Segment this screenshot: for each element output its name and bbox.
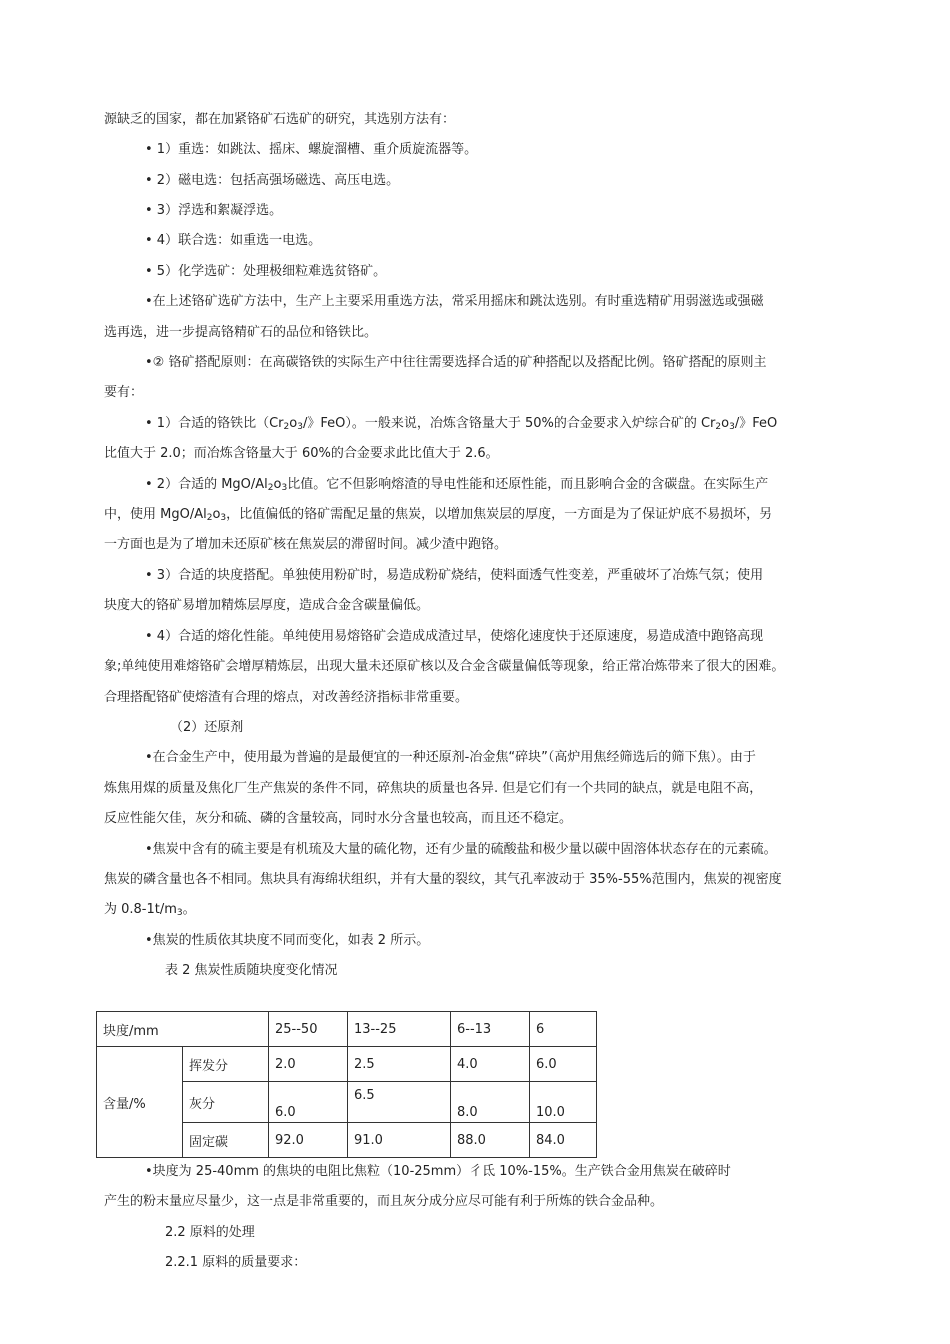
table-cell: 6.0 <box>269 1082 348 1123</box>
table-cell: 92.0 <box>269 1123 348 1158</box>
table-cell: 4.0 <box>451 1047 530 1082</box>
list-item-mgo-al2o3: • 2）合适的 MgO/$Al_2o_3$比值。它不但影响熔渣的导电性能和还原性能，而且影响合金的含碳盘。在实际生产 <box>145 477 769 493</box>
list-item-lump-size: • 3）合适的块度搭配。单独使用粉矿时，易造成粉矿烧结，使料面透气性变差，严重破坏了冶炼气氛；使用 <box>145 568 764 583</box>
table-cell: 8.0 <box>451 1082 530 1123</box>
list-item-melting-cont2: 合理搭配铬矿使熔渣有合理的熔点，对改善经济指标非常重要。 <box>104 690 469 705</box>
paragraph-blending-principle: •② 铬矿搭配原则：在高碳铬铁的实际生产中往往需要选择合适的矿种搭配以及搭配比例。铬矿搭配的原则主 <box>145 355 767 370</box>
table-header-cell: 13--25 <box>348 1012 451 1047</box>
table-row-label: 挥发分 <box>183 1047 269 1082</box>
section-heading-reductant: （2）还原剂 <box>170 720 244 735</box>
paragraph-reductant-cont2: 反应性能欠佳，灰分和硫、磷的含量较高，同时水分含量也较高，而且还不稳定。 <box>104 811 573 826</box>
paragraph-gravity-method: •在上述铬矿选矿方法中，生产上主要采用重选方法，常采用摇床和跳汰选别。有时重选精矿用弱滋选或强磁 <box>145 294 764 309</box>
table-row <box>97 1047 597 1082</box>
list-item-chemical: • 5）化学选矿：处理极细粒难选贫铬矿。 <box>145 264 387 279</box>
list-item-mgo-al2o3-cont2: 一方面也是为了增加未还原矿核在焦炭层的滞留时间。减少渣中跑铬。 <box>104 537 508 552</box>
table-row-label: 固定碳 <box>183 1123 269 1158</box>
table-caption: 表 2 焦炭性质随块度变化情况 <box>165 963 338 978</box>
paragraph-gravity-method-cont: 选再选，进一步提高铬精矿石的品位和铬铁比。 <box>104 325 378 340</box>
list-item-melting: • 4）合适的熔化性能。单纯使用易熔铬矿会造成成渣过早，使熔化速度快于还原速度，易造成渣中跑铬高现 <box>145 629 764 644</box>
table-cell: 10.0 <box>530 1082 597 1123</box>
list-item-cr-fe-ratio-cont: 比值大于 2.0；而冶炼含铬量大于 60%的合金要求此比值大于 2.6。 <box>104 446 499 461</box>
paragraph-ore-dressing-intro: 源缺乏的国家，都在加紧铬矿石选矿的研究，其选别方法有： <box>104 112 456 127</box>
list-item-magnetic: • 2）磁电选：包括高强场磁选、高压电选。 <box>145 173 400 188</box>
list-item-lump-size-cont: 块度大的铬矿易增加精炼层厚度，造成合金含碳量偏低。 <box>104 598 430 613</box>
paragraph-coke-properties: •焦炭的性质依其块度不同而变化，如表 2 所示。 <box>145 933 430 948</box>
table-row-label: 灰分 <box>183 1082 269 1123</box>
section-heading-2-2: 2.2 原料的处理 <box>165 1225 255 1240</box>
table-header-label: 块度/mm <box>97 1012 269 1047</box>
paragraph-coke-resistance-cont: 产生的粉末量应尽量少，这一点是非常重要的，而且灰分成分应尽可能有利于所炼的铁合金品种。 <box>104 1194 664 1209</box>
list-item-gravity: • 1）重选：如跳汰、摇床、螺旋溜槽、重介质旋流器等。 <box>145 142 478 157</box>
paragraph-reductant-cont: 炼焦用煤的质量及焦化厂生产焦炭的条件不同，碎焦块的质量也各异. 但是它们有一个共同的缺点，就是电阻不高， <box>104 781 763 796</box>
table-header-cell: 25--50 <box>269 1012 348 1047</box>
list-item-flotation: • 3）浮选和絮凝浮选。 <box>145 203 283 218</box>
paragraph-coke-sulfur-cont: 焦炭的磷含量也各不相同。焦块具有海绵状组织，并有大量的裂纹，其气孔率波动于 35%-55%范围内，焦炭的视密度 <box>104 872 782 887</box>
section-heading-2-2-1: 2.2.1 原料的质量要求： <box>165 1255 307 1270</box>
table-header-cell: 6--13 <box>451 1012 530 1047</box>
list-item-melting-cont: 象;单纯使用难熔铬矿会增厚精炼层，出现大量未还原矿核以及合金含碳量偏低等现象，给正常冶炼带来了很大的困难。 <box>104 659 785 674</box>
table-cell: 84.0 <box>530 1123 597 1158</box>
paragraph-coke-sulfur: •焦炭中含有的硫主要是有机琉及大量的硫化物，还有少量的硫酸盐和极少量以碳中固溶体状态存在的元素硫。 <box>145 842 777 857</box>
table-cell: 6.5 <box>348 1082 451 1123</box>
list-item-cr-fe-ratio: • 1）合适的铬铁比（$Cr_2o_3/$》FeO）。一般来说，冶炼含铬量大于 50%的合金要求入炉综合矿的 $Cr_2o_3/$》FeO <box>145 416 778 432</box>
table-cell: 6.0 <box>530 1047 597 1082</box>
list-item-mgo-al2o3-cont: 中，使用 MgO/$Al_2o_3$，比值偏低的铬矿需配足量的焦炭，以增加焦炭层的厚度，一方面是为了保证炉底不易损坏，另 <box>104 507 773 523</box>
paragraph-blending-principle-cont: 要有： <box>104 385 144 400</box>
paragraph-reductant: •在合金生产中，使用最为普遍的是最便宜的一种还原剂-冶金焦“碎块”（高炉用焦经筛选后的筛下焦）。由于 <box>145 750 756 765</box>
paragraph-coke-sulfur-cont2: 为 $0.8-1t/m_3$。 <box>104 902 196 918</box>
table-cell: 88.0 <box>451 1123 530 1158</box>
table-cell: 91.0 <box>348 1123 451 1158</box>
table-cell: 2.0 <box>269 1047 348 1082</box>
table-group-label: 含量/% <box>97 1047 183 1158</box>
table-cell: 2.5 <box>348 1047 451 1082</box>
paragraph-coke-resistance: •块度为 25-40mm 的焦块的电阻比焦粒（10-25mm）彳氐 10%-15%。生产铁合金用焦炭在破碎时 <box>145 1164 731 1179</box>
list-item-combined: • 4）联合选：如重选一电选。 <box>145 233 322 248</box>
coke-properties-table <box>96 1011 597 1158</box>
table-header-row <box>97 1012 597 1047</box>
table-header-cell: 6 <box>530 1012 597 1047</box>
